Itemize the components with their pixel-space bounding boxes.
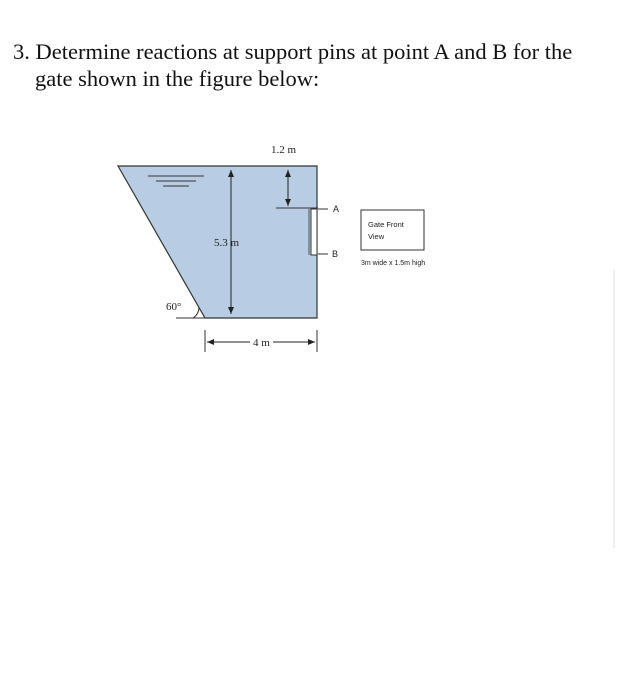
gate-front-view-line-1: Gate Front: [368, 220, 404, 229]
pin-b-label: B: [332, 249, 339, 259]
question-line-1-text: Determine reactions at support pins at point A and B for the: [35, 39, 573, 64]
gate-front-view-box: [361, 210, 424, 250]
angle-label: 60°: [166, 301, 182, 313]
gate-front-view-line-2: View: [368, 232, 385, 241]
page-edge-line: [613, 270, 615, 548]
gate: [311, 209, 317, 255]
angle-arc: [193, 307, 199, 318]
depth-label: 5.3 m: [214, 237, 240, 249]
gate-size-text: 3m wide x 1.5m high: [361, 260, 426, 267]
question-number: 3.: [13, 39, 30, 64]
pin-a-label: A: [333, 204, 340, 214]
bottom-dimension-label: 4 m: [253, 337, 270, 349]
question-line-2: gate shown in the figure below:: [35, 66, 320, 91]
top-distance-label: 1.2 m: [271, 144, 297, 156]
